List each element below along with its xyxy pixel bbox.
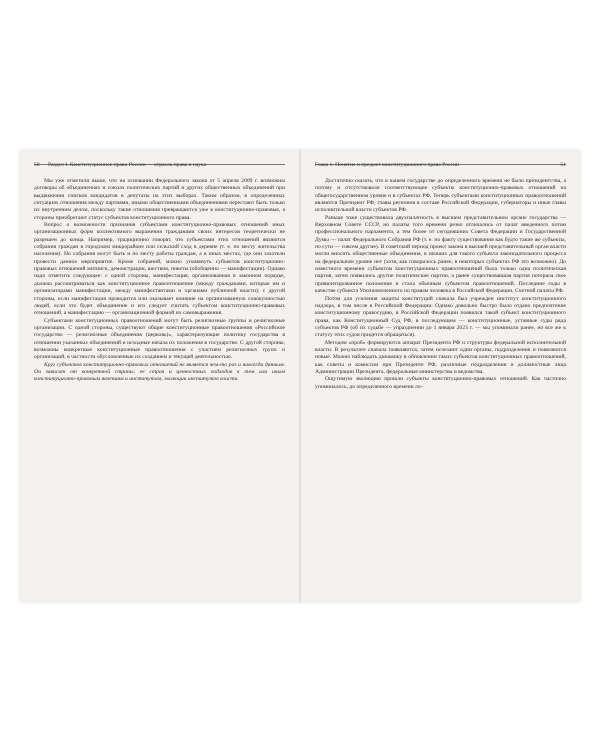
left-running-head-title: Раздел I. Конституционное право России — отрасль права и наука bbox=[48, 162, 207, 168]
right-page-body bbox=[315, 178, 566, 588]
left-page-number: 50 bbox=[34, 162, 40, 168]
left-running-head bbox=[34, 162, 285, 168]
paragraph: Методом «проб» формируются аппарат Президента РФ и структуры федеральной исполнительной власти. В результате сначала появляются, затем исчезают одни органы, подразделения и появляются новые. Можно наблюдать динамику в обновлении таких субъектов конституционных правоотношений, как советы и комиссии при Президенте РФ, различные подразделения и должностные лица Администрации Президента, федеральные министерства и ведомства. bbox=[315, 339, 566, 375]
paragraph: Субъектами конституционных правоотношений могут быть религиозные группы и религиозные организации. С одной стороны, существуют общие конституционные правоотношения «Российское государство — религиозные объединения (церковь)», характеризующие политику государства в отношении указанных объединений и исходные начала их положения в государстве. С другой стороны, возможны конкретные конституционные правоотношения с участием религиозных групп и организаций, в частности обусловленные их созданием и текущей деятельностью. bbox=[34, 317, 285, 361]
left-page-body bbox=[34, 178, 285, 588]
paragraph: Круг субъектов конституционно-правовых отношений не является чем-то раз и навсегда данным. Он зависит от конкретной страны, ее строя и ценностных подходов к тем или иным конституционно-правовым явлениям и институтам, эволюции институтов власти. bbox=[34, 361, 285, 383]
book-spread bbox=[20, 150, 580, 602]
right-running-head-title: Глава 1. Понятие и предмет конституционного права России bbox=[315, 162, 459, 168]
right-page-number: 51 bbox=[560, 162, 566, 168]
right-page bbox=[301, 150, 580, 602]
paragraph: Потом для усиления защиты конституций сначала был учрежден институт конституционного надзора, в том числе в Российской Федерации. Однако довольно быстро было отдано предпочтение конституционному правосудию, в Российской Федерации появился такой субъект конституционного права, как Конституционный Суд РФ, в последующем — конституционные, уставные суды ряда субъектов РФ (об их судьбе — упразднении до 1 января 2023 г. — мы упоминали ранее, но все же к статусу этих судов придется обращаться). bbox=[315, 295, 566, 339]
paragraph: Ощутимую эволюцию прошли субъекты конституционно-правовых отношений. Как частично упоминалось, до определенного времени ло- bbox=[315, 376, 566, 390]
paragraph: Мы уже отметили выше, что на основании Федерального закона от 5 апреля 2009 г. возможны договоры об объединениях и союзах политических партий и других общественных объединений при выдвижении списков кандидатов в депутаты на этих выборах. Таким образом, в определенных ситуациях отношения между партиями, иными общественными объединениями перестают быть только их внутренним делом, поскольку такие отношения превращаются уже в конституционно-правовые, а стороны приобретают статус субъектов конституционного права. bbox=[34, 178, 285, 221]
paragraph: Достаточно сказать, что в нашем государстве до определенного времени не было президентства, а потому и отсутствовали соответствующие субъекты конституционно-правовых отношений на общегосударственном уровне и в субъектах РФ. Теперь субъектами конституционных правоотношений являются Президент РФ, главы регионов в составе Российской Федерации, губернаторы и иные главы исполнительной власти субъектов РФ. bbox=[315, 178, 566, 214]
right-running-head bbox=[315, 162, 566, 168]
paragraph: Раньше тоже существовала двухпалатность в высшем представительном органе государства — Верховном Совете СССР, но палаты того времени резко отличались от палат введенного потом профессионального парламента, а тем более от сегодняшних Совета Федерации и Государственной Думы — палат Федерального Собрания РФ (т. е. по факту существования как будто такие же субъекты, по сути — совсем другие). В советский период проект закона в высшей представительный орган власти могли вносить общественные объединения, в низших для такого субъекта законодательного процесса на федеральном уровне нет (хотя, как говорилось ранее, в некоторых субъектах РФ это возможно). До известного времени субъектом конституционных правоотношений была только одна политическая партия, затем появились другие политические партии, а ранее существовавшая партия потеряла свое привилегированное положение и стала обычным субъектом правоотношений. Последние годы в качестве субъекта Уполномоченного по правам человека в Российской Федерации, Счетной палаты РФ. bbox=[315, 214, 566, 295]
paragraph: Вопрос о возможности признания субъектами конституционно-правовых отношений иных организационных форм коллективного выражения гражданами своих интересов теоретически не разрешен до конца. Например, традиционно говорят, что субъектами этих отношений являются собрания граждан в городском микрорайоне или сельский сход в деревне (т. е. по месту жительства населения). Но собрания могут быть и по месту работы граждан, а в иных местах, где они захотели провести данное мероприятие. Кроме собраний, можно упомянуть субъектов конституционно-правовых отношений митинги, демонстрации, шествия, пикеты (обобщенно — манифестации). Однако надо отметить следующее: с одной стороны, манифестация, организованная в законном порядке, должна рассматриваться как конституционное правоотношение (между гражданами, которые им и организаторами манифестации, между манифестантами и органами публичной власти); с другой стороны, если манифестация проводится или оказывает влияние на организованную совокупностью людей, если это будет объединение и его следует считать субъектом конституционно-правовых отношений, а манифестацию — организационной формой их самовыражения. bbox=[34, 222, 285, 317]
left-page bbox=[20, 150, 299, 602]
